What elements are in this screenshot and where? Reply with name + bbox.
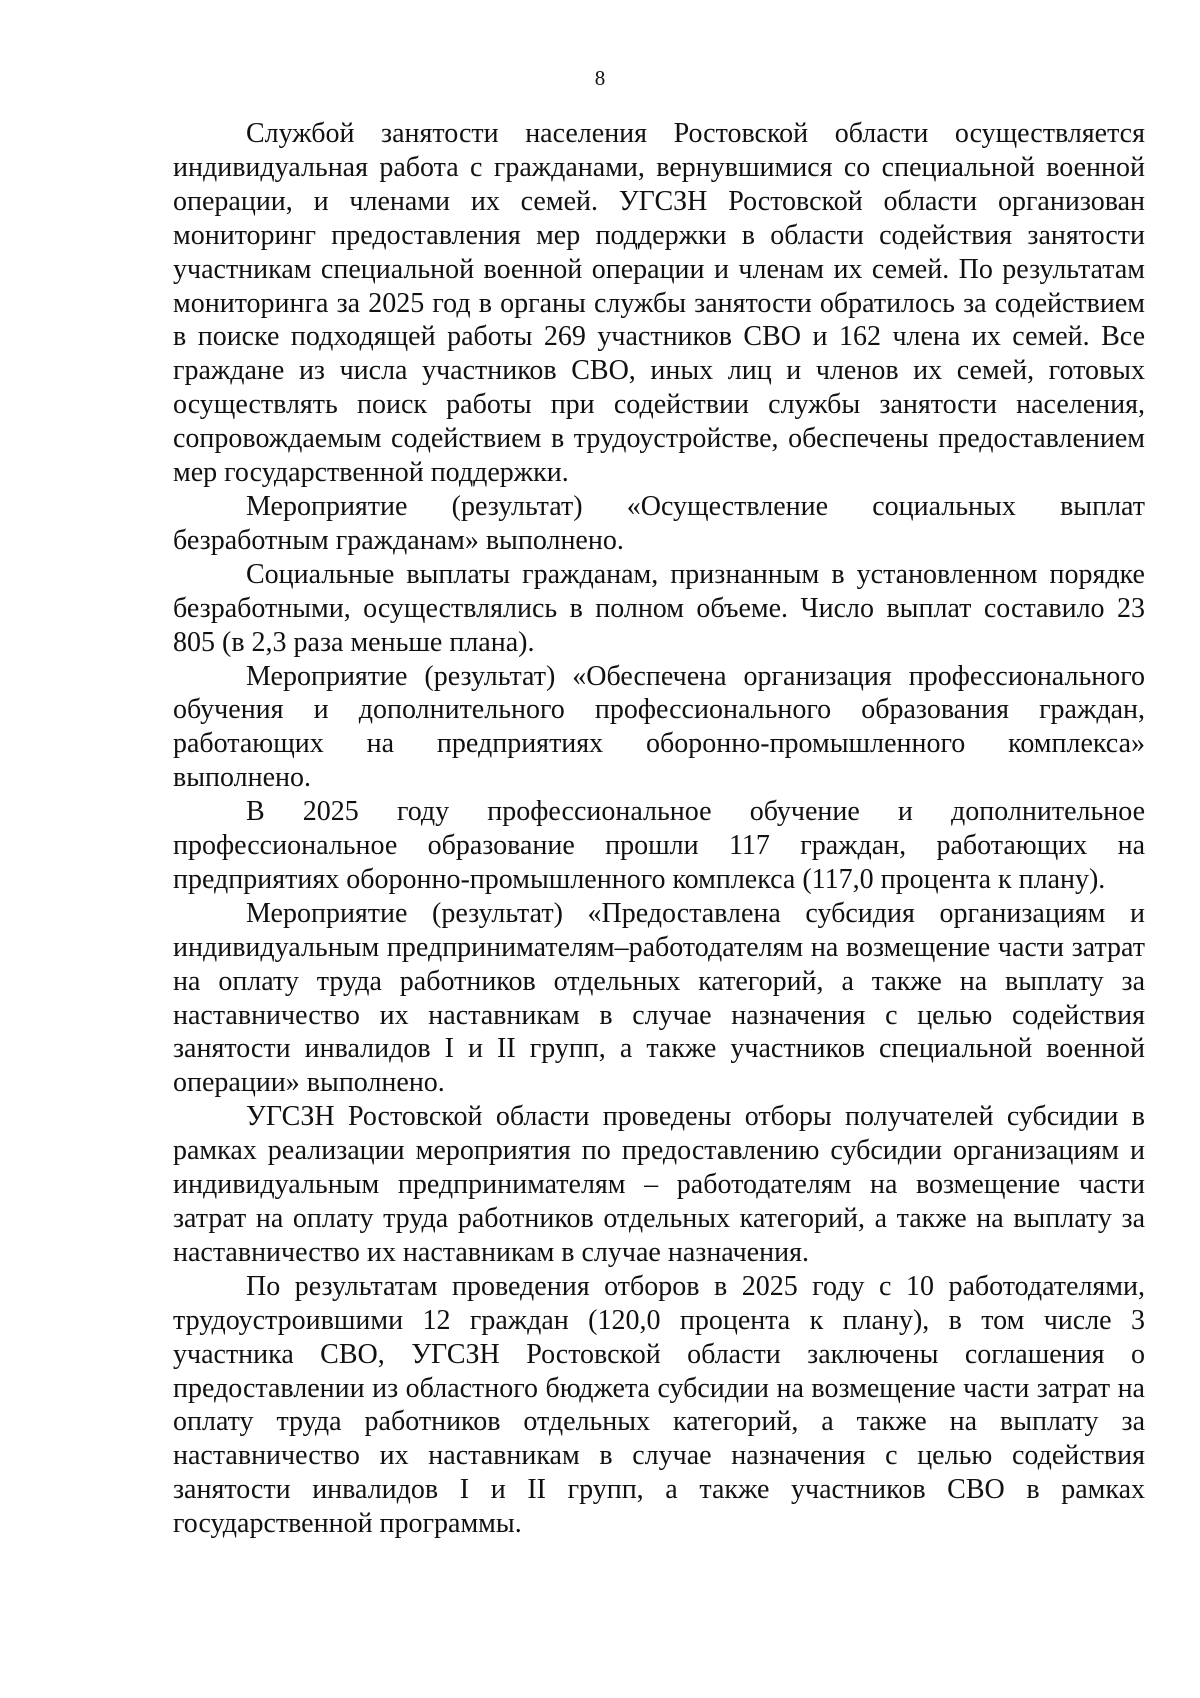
paragraph-svo-support: Службой занятости населения Ростовской области осуществляется индивидуальная работа с гражданами, вернувшимися со специальной военной операции, и членами их семей. УГСЗН Ростовской области организован мониторинг предоставления мер поддержки в области содействия занятости участникам специальной военной операции и членам их семей. По результатам мониторинга за 2025 год в органы службы занятости обратилось за содействием в поиске подходящей работы 269 участников СВО и 162 члена их семей. Все граждане из числа участников СВО, иных лиц и членов их семей, готовых осуществлять поиск работы при содействии службы занятости населения, сопровождаемым содействием в трудоустройстве, обеспечены предоставлением мер государственной поддержки.: [173, 118, 1145, 489]
page-number: 8: [594, 66, 606, 90]
paragraph-subsidy-selection: УГСЗН Ростовской области проведены отборы получателей субсидии в рамках реализации мероприятия по предоставлению субсидии организациям и индивидуальным предпринимателям – работодателям на возмещение части затрат на оплату труда работников отдельных категорий, а также на выплату за наставничество их наставникам в случае назначения.: [173, 1101, 1145, 1268]
paragraph-event-social-payments: Мероприятие (результат) «Осуществление социальных выплат безработным гражданам» выполнено.: [173, 490, 1145, 556]
paragraph-professional-training-result: В 2025 году профессиональное обучение и дополнительное профессиональное образование прошли 117 граждан, работающих на предприятиях оборонно-промышленного комплекса (117,0 процента к плану).: [173, 796, 1145, 895]
document-body: [173, 117, 1145, 1541]
paragraph-event-professional-training: Мероприятие (результат) «Обеспечена организация профессионального обучения и дополнительного профессионального образования граждан, работающих на предприятиях оборонно-промышленного комплекса» выполнено.: [173, 660, 1145, 794]
paragraph-subsidy-result: По результатам проведения отборов в 2025 году с 10 работодателями, трудоустроившими 12 граждан (120,0 процента к плану), в том числе 3 участника СВО, УГСЗН Ростовской области заключены соглашения о предоставлении из областного бюджета субсидии на возмещение части затрат на оплату труда работников отдельных категорий, а также на выплату за наставничество их наставникам в случае назначения с целью содействия занятости инвалидов I и II групп, а также участников СВО в рамках государственной программы.: [173, 1270, 1145, 1540]
paragraph-social-payments-result: Социальные выплаты гражданам, признанным в установленном порядке безработными, осуществлялись в полном объеме. Число выплат составило 23 805 (в 2,3 раза меньше плана).: [173, 558, 1145, 658]
paragraph-event-subsidy: Мероприятие (результат) «Предоставлена субсидия организациям и индивидуальным предпринимателям–работодателям на возмещение части затрат на оплату труда работников отдельных категорий, а также на выплату за наставничество их наставникам в случае назначения с целью содействия занятости инвалидов I и II групп, а также участников специальной военной операции» выполнено.: [173, 897, 1145, 1099]
